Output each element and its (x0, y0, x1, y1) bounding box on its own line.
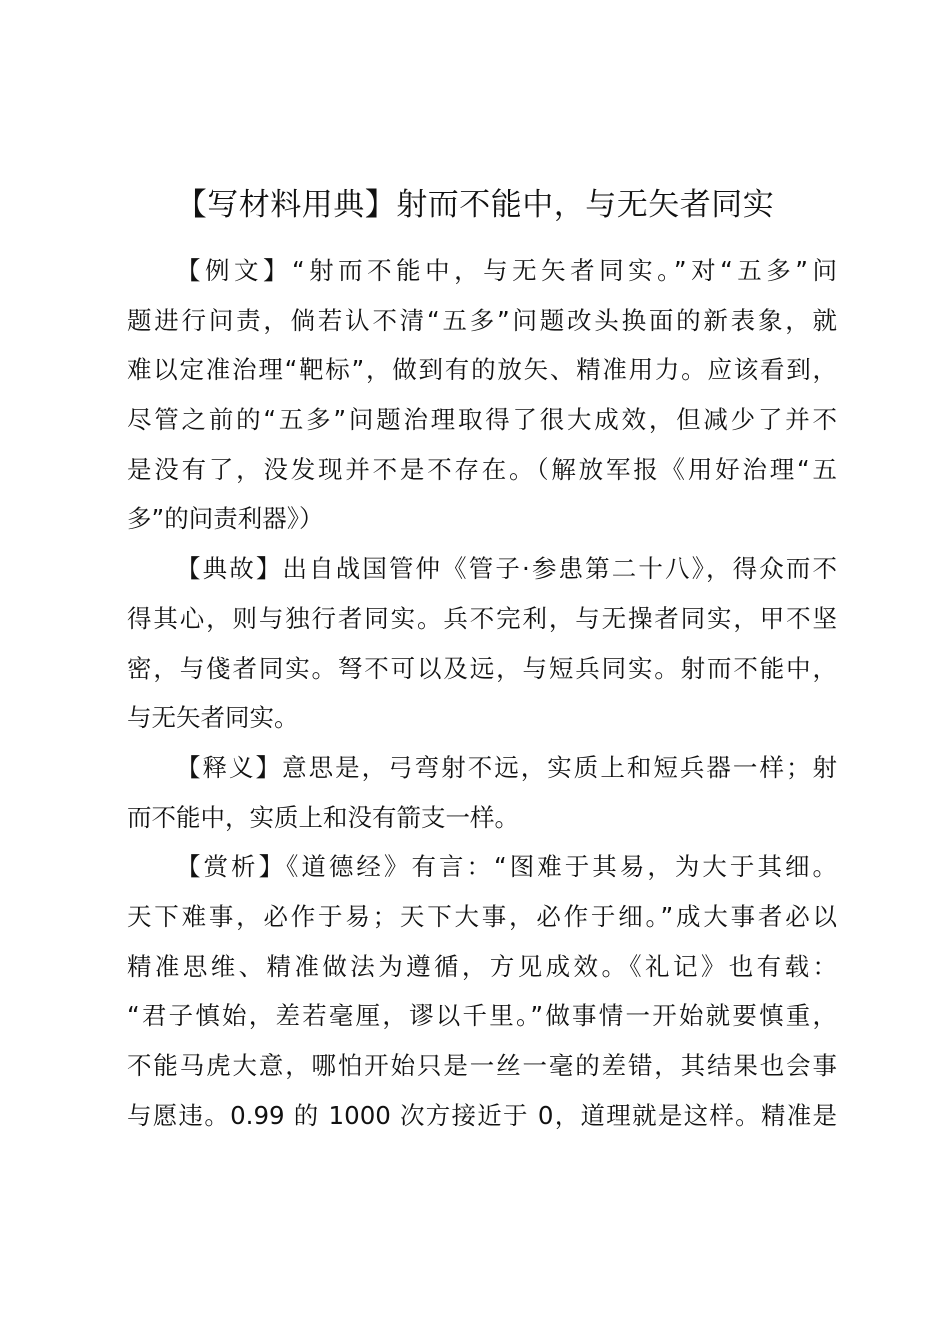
paragraph-line: 而不能中，实质上和没有箭支一样。 (127, 802, 519, 832)
paragraph-line: 题进行问责，倘若认不清“五多”问题改头换面的新表象，就 (127, 305, 837, 335)
paragraph-line: 尽管之前的“五多”问题治理取得了很大成效，但减少了并不 (127, 405, 837, 435)
paragraph-line: 难以定准治理“靶标”，做到有的放矢、精准用力。应该看到， (127, 355, 837, 385)
paragraph-allusion (127, 544, 837, 743)
document-title: 【写材料用典】射而不能中，与无矢者同实 (175, 187, 775, 223)
paragraph-line: 【释义】意思是，弓弯射不远，实质上和短兵器一样；射 (176, 752, 837, 782)
paragraph-line: 【典故】出自战国管仲《管子·参患第二十八》，得众而不 (176, 554, 837, 584)
document-body (127, 246, 837, 1140)
paragraph-analysis (127, 842, 837, 1140)
paragraph-example (127, 246, 837, 544)
paragraph-line: 多”的问责利器》） (127, 504, 324, 534)
paragraph-line: 密，与俴者同实。弩不可以及远，与短兵同实。射而不能中， (127, 653, 837, 683)
paragraph-line: 【赏析】《道德经》有言：“图难于其易，为大于其细。 (176, 852, 837, 882)
paragraph-line: 得其心，则与独行者同实。兵不完利，与无操者同实，甲不坚 (127, 603, 837, 633)
paragraph-line: 【例文】“射而不能中，与无矢者同实。”对“五多”问 (176, 256, 837, 285)
paragraph-meaning (127, 743, 837, 842)
paragraph-line: “君子慎始，差若毫厘，谬以千里。”做事情一开始就要慎重， (127, 1001, 837, 1031)
paragraph-line: 与无矢者同实。 (127, 703, 299, 733)
paragraph-line: 不能马虎大意，哪怕开始只是一丝一毫的差错，其结果也会事 (127, 1051, 837, 1080)
paragraph-line: 与愿违。0.99 的 1000 次方接近于 0，道理就是这样。精准是 (127, 1100, 837, 1130)
paragraph-line: 天下难事，必作于易；天下大事，必作于细。”成大事者必以 (127, 901, 837, 931)
paragraph-line: 精准思维、精准做法为遵循，方见成效。《礼记》也有载： (127, 951, 837, 981)
paragraph-line: 是没有了，没发现并不是不存在。（解放军报《用好治理“五 (127, 454, 837, 484)
